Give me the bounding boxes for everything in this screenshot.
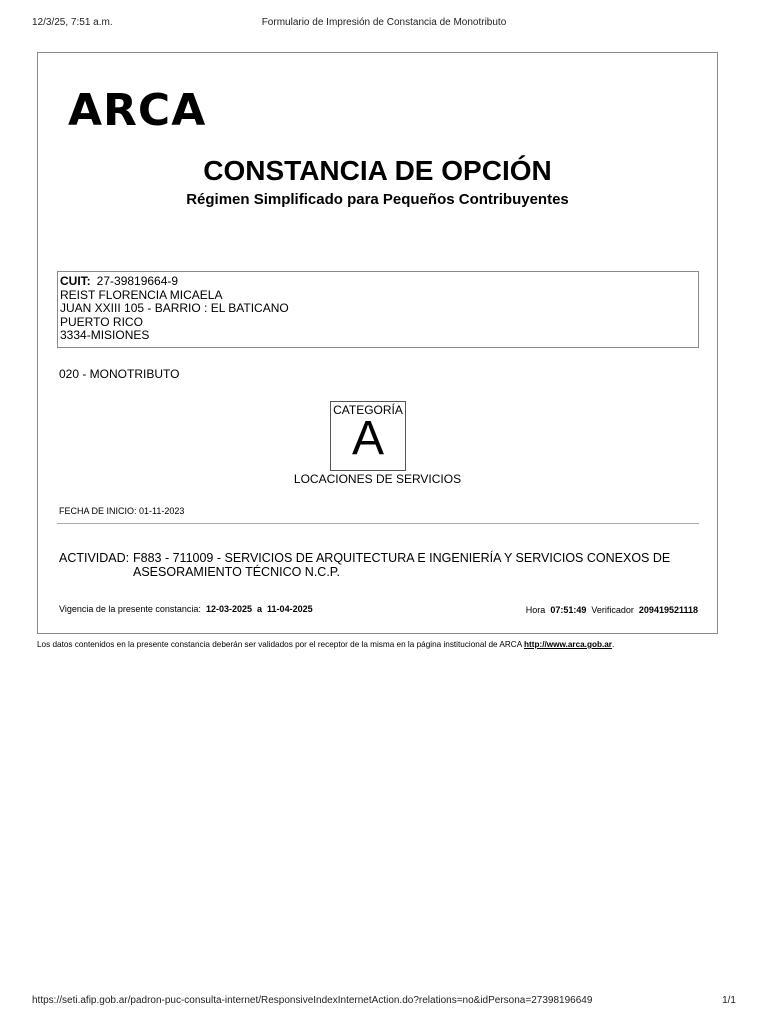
activity-text: F883 - 711009 - SERVICIOS DE ARQUITECTURA E INGENIERÍA Y SERVICIOS CONEXOS DE ASESORAMIENTO TÉCNICO N.C.P.	[133, 551, 671, 579]
validity-to: 11-04-2025	[267, 604, 313, 614]
constancia-document	[37, 52, 718, 634]
disclaimer	[37, 640, 614, 649]
time-verifier	[526, 605, 698, 615]
validity-from: 12-03-2025	[205, 604, 252, 614]
regime-code: 020 - MONOTRIBUTO	[59, 367, 180, 381]
category-letter: A	[351, 412, 384, 465]
arca-logo: ARCA	[68, 85, 207, 136]
category-box	[330, 401, 406, 471]
document-title: CONSTANCIA DE OPCIÓN	[203, 155, 552, 186]
print-page-number: 1/1	[722, 995, 736, 1006]
cuit-value: 27-39819664-9	[96, 274, 179, 288]
validity-connector: a	[257, 604, 263, 614]
cuit-row	[60, 275, 698, 289]
time-label: Hora	[525, 605, 546, 615]
activity-label: ACTIVIDAD:	[59, 551, 130, 565]
print-footer	[0, 995, 768, 1009]
start-date: FECHA DE INICIO: 01-11-2023	[59, 506, 185, 516]
disclaimer-end: .	[611, 640, 615, 649]
verifier-code: 209419521118	[638, 605, 698, 615]
document-subtitle: Régimen Simplificado para Pequeños Contribuyentes	[186, 191, 569, 208]
category-label: CATEGORÍA	[333, 403, 403, 417]
validity-period	[59, 604, 313, 614]
taxpayer-name: REIST FLORENCIA MICAELA	[60, 287, 223, 302]
category-description: LOCACIONES DE SERVICIOS	[293, 472, 462, 486]
taxpayer-province: 3334-MISIONES	[60, 328, 150, 342]
validity-label: Vigencia de la presente constancia:	[59, 604, 201, 614]
cuit-label: CUIT:	[60, 274, 91, 288]
print-page-title: Formulario de Impresión de Constancia de Monotributo	[261, 17, 507, 28]
taxpayer-box	[57, 271, 699, 348]
print-header	[0, 17, 768, 31]
print-url: https://seti.afip.gob.ar/padron-puc-consulta-internet/ResponsiveIndexInternetAction.do?relations=no&idPersona=27398196649	[32, 995, 593, 1006]
arca-website-link[interactable]: http://www.arca.gob.ar	[524, 640, 612, 649]
print-datetime: 12/3/25, 7:51 a.m.	[32, 17, 113, 28]
divider	[57, 523, 699, 524]
taxpayer-address: JUAN XXIII 105 - BARRIO : EL BATICANO	[60, 301, 289, 315]
verifier-label: Verificador	[591, 605, 634, 615]
activity-block	[59, 552, 699, 579]
taxpayer-city: PUERTO RICO	[60, 314, 143, 329]
time-value: 07:51:49	[550, 605, 587, 615]
disclaimer-text: Los datos contenidos en la presente constancia deberán ser validados por el receptor de la misma en la página institucional de ARCA	[37, 640, 522, 649]
